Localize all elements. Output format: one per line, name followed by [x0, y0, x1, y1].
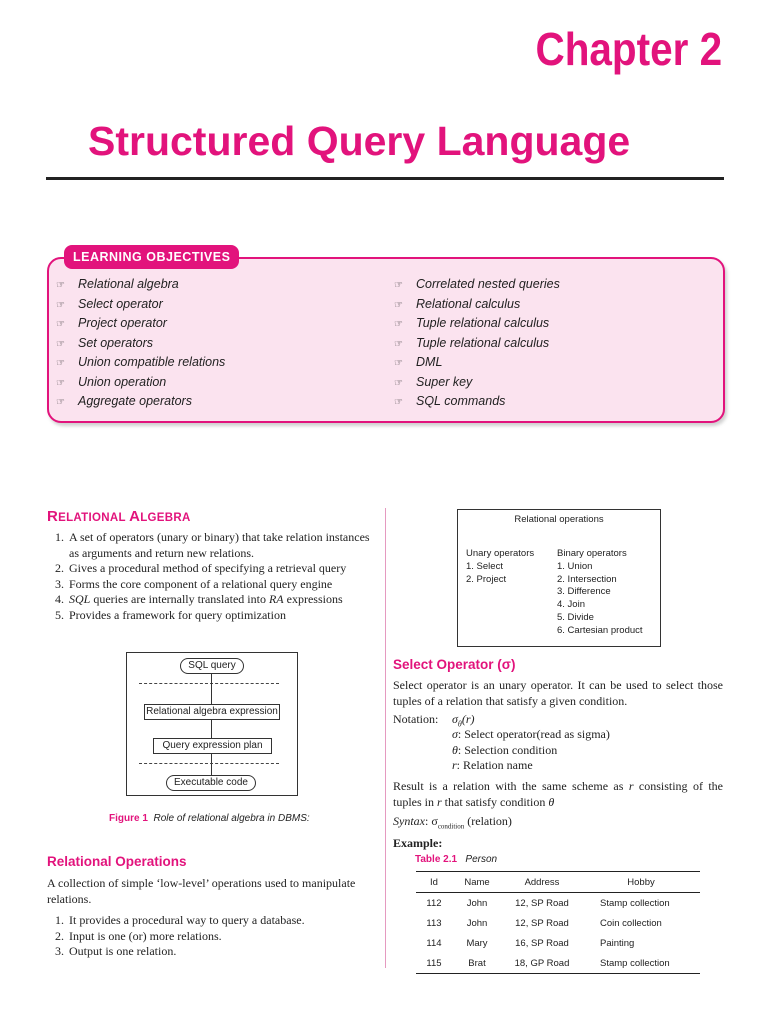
objective-item: ☞ SQL commands — [394, 392, 560, 412]
list-item: 5. Provides a framework for query optimization — [55, 607, 286, 622]
relational-operations-box — [457, 509, 661, 647]
objective-item: ☞ Project operator — [56, 314, 225, 334]
table-row — [416, 953, 700, 974]
objective-item: ☞ Relational calculus — [394, 295, 560, 315]
table-row — [416, 933, 700, 953]
list-item: 3. Forms the core component of a relational query engine — [55, 576, 333, 591]
column-header: Hobby — [582, 872, 700, 893]
relational-algebra-list — [47, 530, 382, 623]
column-divider — [385, 508, 386, 968]
connector-line — [211, 674, 212, 704]
figure-1-diagram — [126, 652, 298, 796]
table-cell: John — [466, 917, 488, 929]
title-rule — [46, 177, 724, 180]
notation-label: Notation: — [393, 712, 439, 726]
list-item: 2. Project — [466, 573, 507, 585]
hand-pointer-icon: ☞ — [56, 280, 65, 291]
hand-pointer-icon: ☞ — [394, 299, 403, 311]
objective-item: ☞ Relational algebra — [56, 275, 225, 295]
list-item: 4. SQL queries are internally translated into RA expressions — [55, 592, 343, 606]
column-header: Id — [416, 872, 452, 893]
table-caption: Table 2.1 Person — [415, 854, 498, 865]
relational-algebra-heading: RELATIONAL ALGEBRA — [47, 508, 191, 525]
column-header: Address — [502, 872, 582, 893]
table-cell: Stamp collection — [600, 897, 670, 909]
hand-pointer-icon: ☞ — [56, 377, 65, 389]
hand-pointer-icon: ☞ — [394, 397, 403, 408]
list-item: 2. Intersection — [557, 573, 617, 585]
notation-defs — [452, 727, 610, 774]
hand-pointer-icon: ☞ — [56, 299, 65, 311]
result-paragraph: Result is a relation with the same scheme as r consisting of the tuples in r that satisfy condition θ — [393, 779, 724, 809]
learning-objectives-heading: LEARNING OBJECTIVES — [64, 245, 239, 269]
list-item: 3. Difference — [557, 586, 611, 598]
unary-header: Unary operators — [466, 548, 535, 559]
table-cell: Painting — [600, 937, 635, 949]
column-header: Name — [452, 872, 502, 893]
executable-code-node: Executable code — [166, 775, 256, 791]
figure-1-caption: Figure 1 Role of relational algebra in DBMS: — [109, 813, 310, 824]
hand-pointer-icon: ☞ — [394, 319, 403, 330]
binary-header: Binary operators — [557, 548, 627, 559]
hand-pointer-icon: ☞ — [56, 319, 65, 330]
table-row — [416, 913, 700, 933]
objective-item: ☞ Tuple relational calculus — [394, 314, 560, 334]
list-item: 1. A set of operators (unary or binary) that take relation instances as arguments and return new relations. — [55, 530, 370, 560]
list-item: 4. Join — [557, 599, 585, 611]
connector-line — [211, 720, 212, 738]
table-row — [416, 893, 700, 914]
list-item: 1. Select — [466, 560, 503, 572]
person-table — [416, 871, 700, 974]
list-item: 1. Union — [557, 560, 593, 572]
table-cell: 115 — [416, 953, 452, 974]
list-item: 2. Input is one (or) more relations. — [55, 928, 222, 943]
hand-pointer-icon: ☞ — [394, 338, 403, 350]
chapter-title: Structured Query Language — [88, 118, 631, 164]
notation-def: σ: Select operator(read as sigma) — [452, 727, 610, 741]
relational-operations-heading: Relational Operations — [47, 854, 187, 869]
notation-def: r: Relation name — [452, 758, 533, 772]
table-cell: 16, SP Road — [515, 937, 569, 949]
objective-item: ☞ Tuple relational calculus — [394, 334, 560, 354]
objective-item: ☞ Aggregate operators — [56, 392, 225, 412]
sql-query-node: SQL query — [180, 658, 244, 674]
table-cell: 12, SP Road — [515, 897, 569, 909]
objective-item: ☞ Union compatible relations — [56, 353, 225, 373]
list-item: 6. Cartesian product — [557, 624, 643, 636]
objectives-left-column — [56, 275, 225, 412]
objectives-right-column — [394, 275, 560, 412]
list-item: 3. Output is one relation. — [55, 944, 177, 958]
list-item: 1. It provides a procedural way to query a database. — [55, 913, 305, 927]
hand-pointer-icon: ☞ — [56, 338, 65, 350]
select-operator-paragraph: Select operator is an unary operator. It can be used to select those tuples of a relation that satisfy a given condition. — [393, 678, 723, 708]
table-cell: 12, SP Road — [515, 917, 569, 929]
hand-pointer-icon: ☞ — [56, 358, 65, 369]
table-cell: Mary — [466, 937, 488, 949]
relational-operations-intro: A collection of simple ‘low-level’ operations used to manipulate relations. — [47, 876, 356, 906]
table-cell: 112 — [426, 897, 442, 909]
table-cell: Stamp collection — [582, 953, 700, 974]
binary-operators-list — [557, 548, 643, 638]
hand-pointer-icon: ☞ — [394, 377, 403, 389]
objective-item: ☞ Correlated nested queries — [394, 275, 560, 295]
table-cell: 114 — [426, 937, 442, 949]
unary-operators-list — [466, 548, 534, 586]
relational-operations-list — [47, 913, 379, 960]
example-label: Example: — [393, 836, 443, 850]
hand-pointer-icon: ☞ — [56, 397, 65, 408]
list-item: 2. Gives a procedural method of specifying a retrieval query — [55, 561, 347, 575]
hand-pointer-icon: ☞ — [394, 358, 403, 369]
table-header-row — [416, 872, 700, 893]
table-cell: John — [466, 897, 488, 909]
relational-algebra-expression-node: Relational algebra expression — [144, 704, 280, 720]
notation-def: θ: Selection condition — [452, 742, 558, 757]
ops-box-title: Relational operations — [514, 514, 604, 525]
list-item: 5. Divide — [557, 611, 594, 623]
table-cell: Coin collection — [600, 917, 662, 929]
table-cell: Brat — [452, 953, 502, 974]
table-cell: 18, GP Road — [502, 953, 582, 974]
objective-item: ☞ DML — [394, 353, 560, 373]
select-operator-heading: Select Operator (σ) — [393, 657, 516, 672]
chapter-label: Chapter 2 — [535, 23, 722, 75]
notation-expression: $\sigma_\theta(r)$ — [452, 712, 475, 729]
dashed-separator — [139, 763, 279, 764]
objective-item: ☞ Union operation — [56, 373, 225, 393]
table-cell: 113 — [426, 917, 442, 929]
connector-line — [211, 754, 212, 776]
query-expression-plan-node: Query expression plan — [153, 738, 272, 754]
objective-item: ☞ Set operators — [56, 334, 225, 354]
objective-item: ☞ Super key — [394, 373, 560, 393]
syntax-line: Syntax: $\sigma_{condition}$ (relation) — [393, 814, 512, 831]
hand-pointer-icon: ☞ — [394, 280, 403, 291]
dashed-separator — [139, 683, 279, 684]
objective-item: ☞ Select operator — [56, 295, 225, 315]
